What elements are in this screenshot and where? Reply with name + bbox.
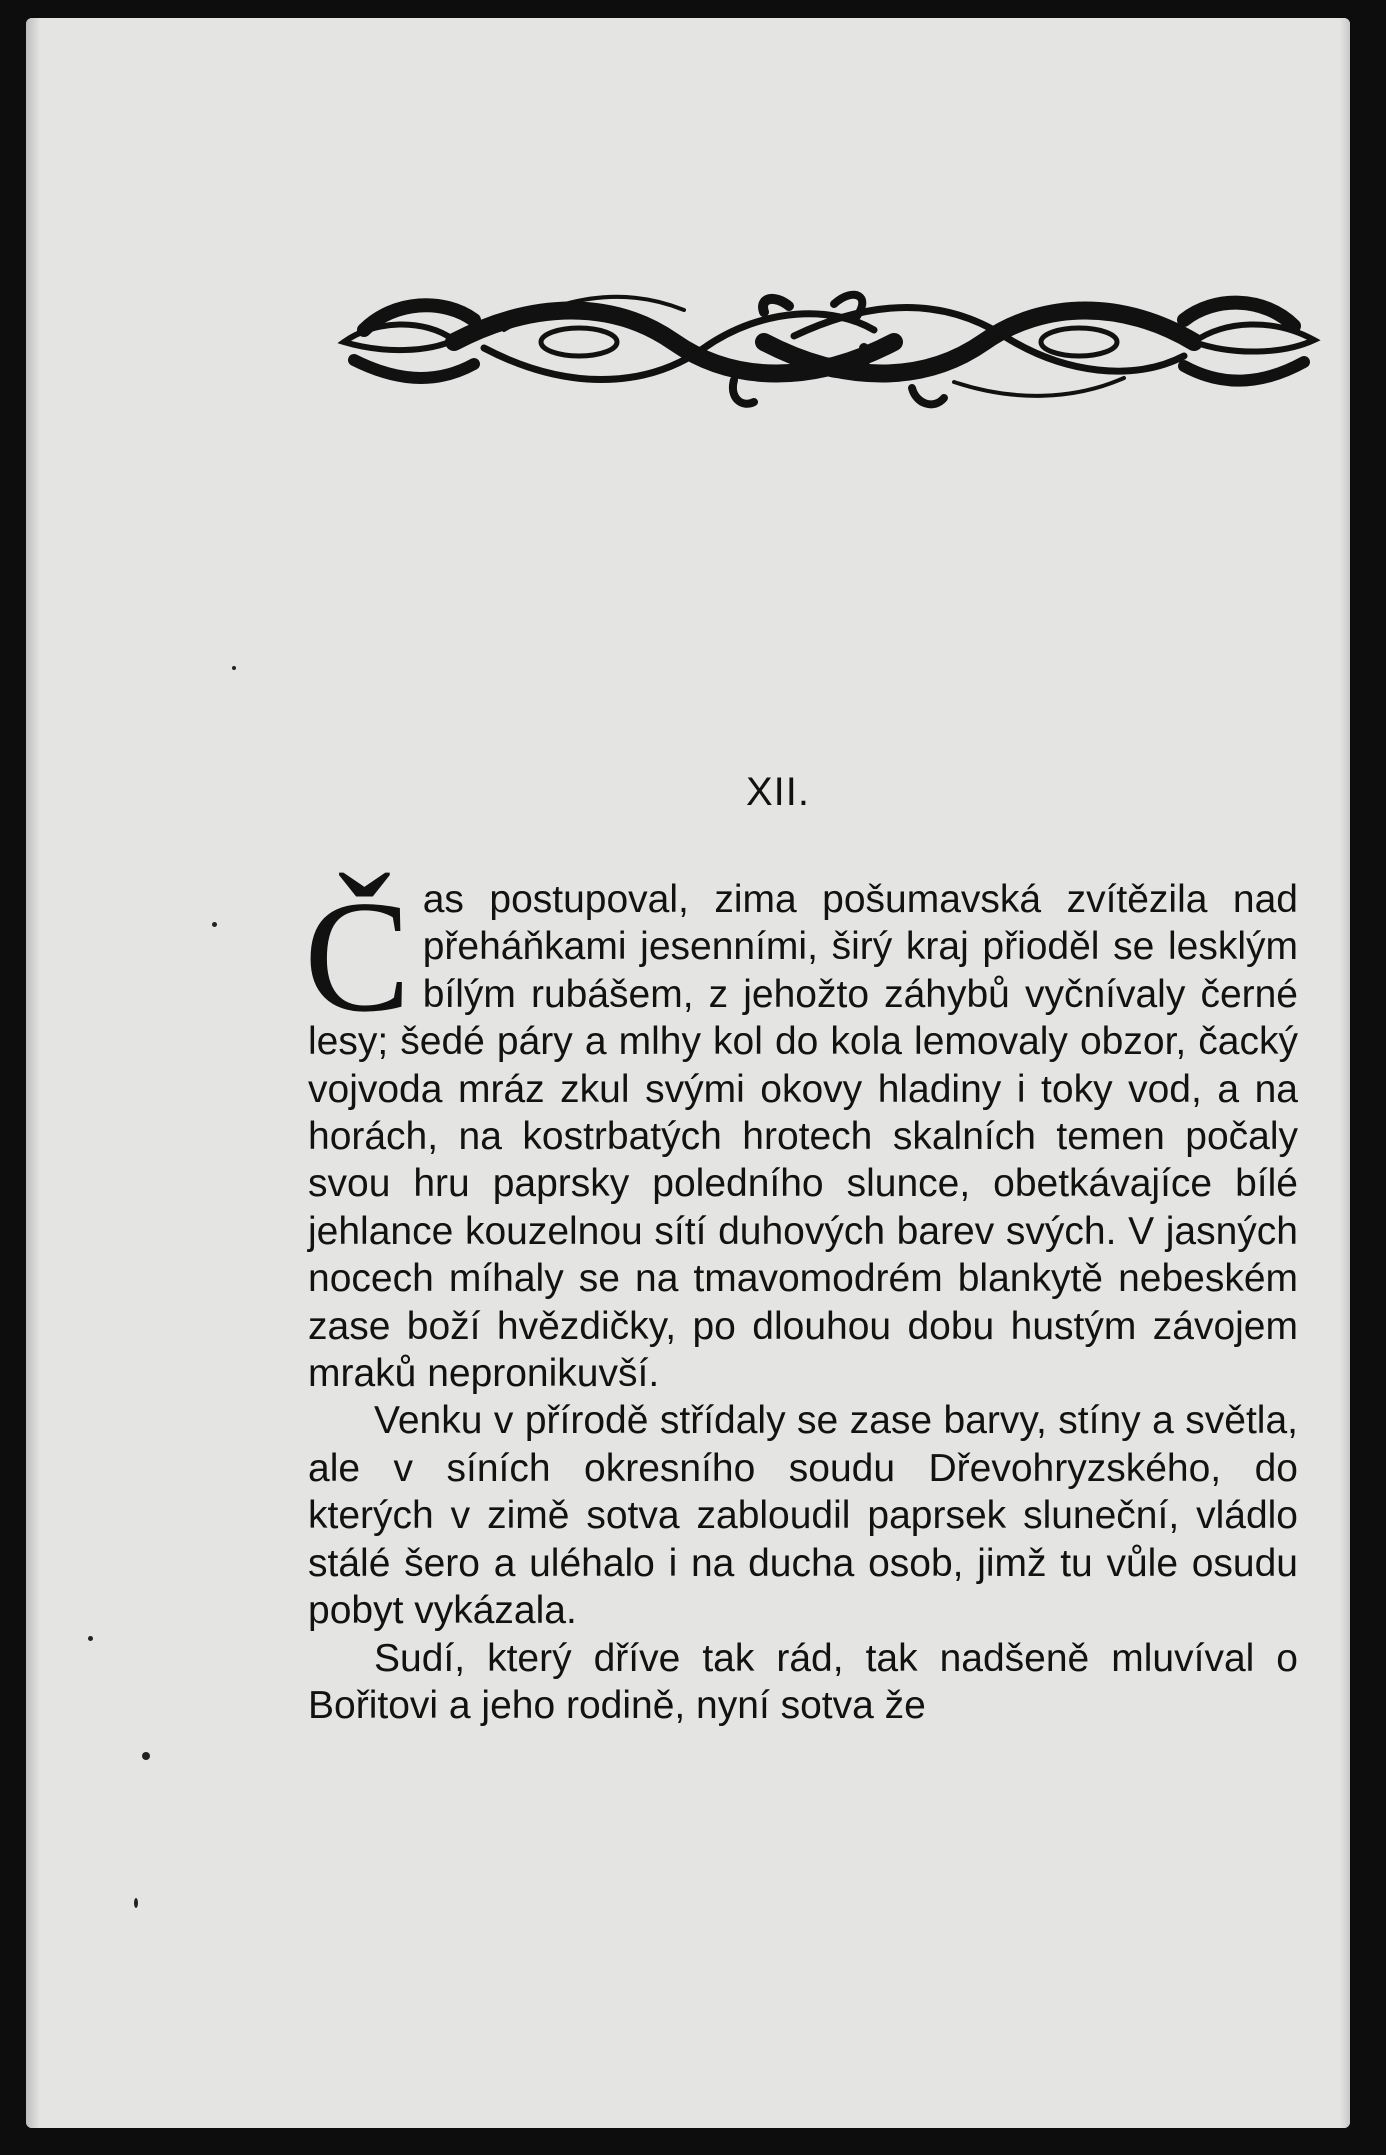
book-page xyxy=(26,18,1350,2128)
scan-speck xyxy=(232,666,236,670)
scan-speck xyxy=(212,922,217,927)
paragraph-second: Venku v přírodě střídaly se zase barvy, stíny a světla, ale v síních okresního soudu Dřevohryzského, do kterých v zimě sotva zabloudil paprsek sluneční, vládlo stálé šero a uléhalo i na ducha osob, jimž tu vůle osudu pobyt vykázala. xyxy=(308,1399,1298,1633)
floral-band-ornament-icon xyxy=(334,290,1324,414)
scan-speck xyxy=(142,1752,150,1760)
paragraph-text: as postupoval, zima pošumavská zvítězila nad přeháňkami jesenními, širý kraj přioděl se lesklým bílým rubášem, z jehožto záhybů vyčnívaly černé lesy; šedé páry a mlhy kol do kola lemovaly obzor, čacký vojvoda mráz zkul svými okovy hladiny i toky vod, a na horách, na kostrbatých hrotech skalních temen počaly svou hru paprsky poledního slunce, obetkávajíce bílé jehlance kouzelnou sítí duhových barev svých. V jasných nocech míhaly se na tmavomodrém blankytě nebeském zase boží hvězdičky, po dlouhou dobu hustým závojem mraků nepronikuvší. xyxy=(308,878,1298,1396)
scan-speck xyxy=(134,1898,138,1908)
paragraph-first xyxy=(304,867,1298,1397)
drop-cap: Č xyxy=(304,867,411,1045)
page-edge-shadow xyxy=(1340,18,1350,2128)
paragraph-third: Sudí, který dříve tak rád, tak nadšeně mluvíval o Bořitovi a jeho rodině, nyní sotva že xyxy=(308,1636,1298,1727)
chapter-number: XII. xyxy=(745,770,811,814)
scan-speck xyxy=(88,1636,93,1641)
body-text xyxy=(304,867,1298,1729)
page-spine-shadow xyxy=(26,18,40,2128)
